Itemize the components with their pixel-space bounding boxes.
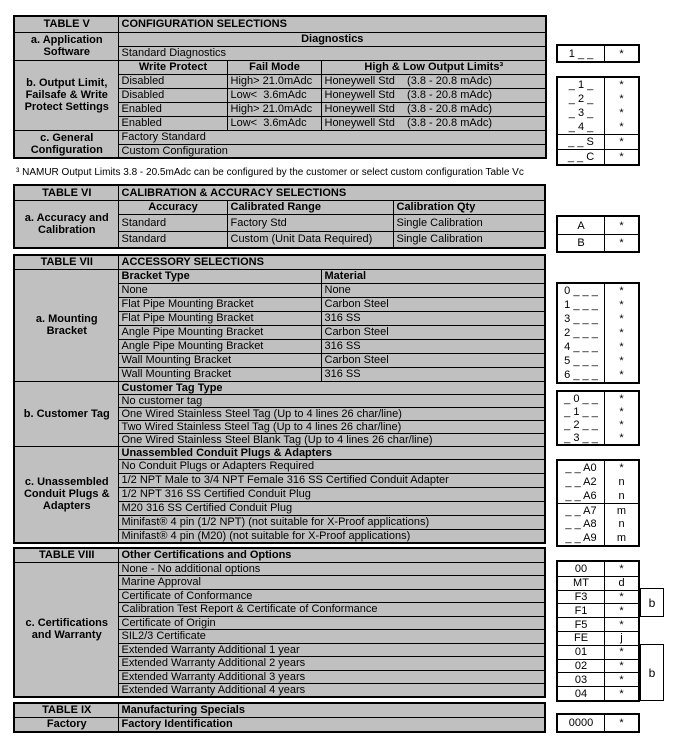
option-cell: Wall Mounting Bracket: [118, 367, 321, 381]
code-cell: _ _ A9: [558, 531, 605, 545]
option-cell: Wall Mounting Bracket: [118, 353, 321, 367]
code-row: [558, 631, 638, 645]
code-cell: _ 3 _ _: [558, 431, 605, 444]
customer-tag-type-header: Customer Tag Type: [118, 381, 545, 394]
diagnostics-header: Diagnostics: [118, 32, 546, 46]
code-cell: 03: [558, 673, 605, 686]
table-ix: [13, 702, 546, 733]
code-cell: F3: [558, 591, 605, 604]
accuracy-column-header: Accuracy: [118, 200, 227, 214]
code-cell: _ 2 _ _: [558, 418, 605, 431]
option-cell: Angle Pipe Mounting Bracket: [118, 339, 321, 353]
table-row: [14, 32, 546, 46]
option-cell: None - No additional options: [118, 562, 545, 576]
table-v-header-row: [14, 16, 546, 32]
code-cell: _ _ A8: [558, 517, 605, 531]
table-v-title: TABLE V: [14, 16, 118, 32]
option-cell: Certificate of Origin: [118, 616, 545, 630]
option-cell: Single Calibration: [393, 214, 545, 231]
table-vi-heading: CALIBRATION & ACCURACY SELECTIONS: [118, 185, 545, 200]
section-c-label: c. Unassembled Conduit Plugs & Adapters: [14, 446, 118, 543]
option-cell: Honeywell Std (3.8 - 20.8 mAdc): [321, 102, 546, 116]
table-row: [14, 60, 546, 74]
code-row: [558, 562, 638, 576]
code-row: [558, 298, 638, 312]
code-cell: 00: [558, 562, 605, 576]
table-v-heading: CONFIGURATION SELECTIONS: [118, 16, 546, 32]
calibrated-range-column-header: Calibrated Range: [227, 200, 393, 214]
table-row: [14, 381, 545, 394]
table-row: [14, 269, 545, 283]
code-row: [558, 106, 638, 120]
table-vii-heading: ACCESSORY SELECTIONS: [118, 255, 545, 269]
code-cell: _ _ C: [558, 150, 605, 164]
option-cell: Factory Std: [227, 214, 393, 231]
availability-mark: *: [619, 327, 624, 339]
option-cell: Standard: [118, 231, 227, 248]
calibration-qty-column-header: Calibration Qty: [393, 200, 545, 214]
availability-mark: *: [619, 405, 624, 418]
table-v-bc-codebox: [556, 76, 640, 166]
code-row: [558, 78, 638, 92]
write-protect-column-header: Write Protect: [118, 60, 227, 74]
code-cell: _ 3 _: [558, 106, 605, 120]
table-ix-title: TABLE IX: [14, 703, 118, 717]
namur-footnote: ³ NAMUR Output Limits 3.8 - 20.5mAdc can be configured by the customer or select custom configuration Table Vc: [16, 167, 524, 178]
availability-mark: d: [618, 577, 625, 590]
code-row: [558, 354, 638, 368]
factory-identification-cell: Factory Identification: [118, 717, 545, 732]
availability-mark: n: [618, 476, 625, 488]
availability-mark: *: [619, 369, 624, 381]
availability-mark: j: [620, 632, 623, 645]
code-cell: B: [558, 235, 605, 251]
option-cell: Standard: [118, 214, 227, 231]
availability-mark: *: [619, 618, 624, 631]
availability-mark: *: [619, 313, 624, 325]
code-row: [558, 312, 638, 326]
option-cell: Standard Diagnostics: [118, 46, 546, 60]
option-cell: Low< 3.6mAdc: [227, 116, 321, 130]
table-ix-heading: Manufacturing Specials: [118, 703, 545, 717]
option-cell: Extended Warranty Additional 4 years: [118, 684, 545, 698]
option-cell: 316 SS: [321, 367, 545, 381]
code-cell: _ _ A6: [558, 489, 605, 503]
table-vi-codebox: [556, 215, 640, 253]
code-row: [558, 46, 638, 61]
option-cell: One Wired Stainless Steel Blank Tag (Up to 4 lines 26 char/line): [118, 433, 545, 446]
option-cell: None: [118, 283, 321, 297]
code-row: [558, 284, 638, 298]
availability-mark: *: [619, 299, 624, 311]
material-column-header: Material: [321, 269, 545, 283]
fail-mode-column-header: Fail Mode: [227, 60, 321, 74]
code-cell: _ _ A7: [558, 504, 605, 517]
code-row: [558, 234, 638, 251]
section-b-label: b. Output Limit, Failsafe & Write Protect Settings: [14, 60, 118, 130]
availability-mark: *: [619, 121, 624, 133]
availability-mark: *: [619, 659, 624, 672]
option-cell: Minifast® 4 pin (1/2 NPT) (not suitable for X-Proof applications): [118, 515, 545, 529]
option-cell: Carbon Steel: [321, 297, 545, 311]
availability-mark: *: [619, 392, 624, 405]
table-v: [13, 15, 547, 159]
availability-mark: *: [619, 219, 624, 232]
table-vii-title: TABLE VII: [14, 255, 118, 269]
option-cell: 316 SS: [321, 339, 545, 353]
table-vi-header-row: [14, 185, 545, 200]
table-row: [14, 130, 546, 144]
output-limits-column-header: High & Low Output Limits³: [321, 60, 546, 74]
code-row: [558, 659, 638, 673]
code-cell: F1: [558, 604, 605, 617]
option-cell: High> 21.0mAdc: [227, 102, 321, 116]
option-cell: Carbon Steel: [321, 353, 545, 367]
option-cell: Honeywell Std (3.8 - 20.8 mAdc): [321, 88, 546, 102]
availability-mark: *: [619, 418, 624, 431]
code-row: [558, 531, 638, 545]
table-viii: [13, 547, 546, 698]
code-row: [558, 418, 638, 431]
option-cell: Enabled: [118, 102, 227, 116]
code-row: [558, 340, 638, 354]
code-cell: 0 _ _ _: [558, 284, 605, 298]
option-cell: Minifast® 4 pin (M20) (not suitable for X-Proof applications): [118, 529, 545, 543]
option-cell: No Conduit Plugs or Adapters Required: [118, 459, 545, 473]
option-cell: Factory Standard: [118, 130, 546, 144]
warranty-group-bracket: [640, 644, 664, 701]
option-cell: Custom Configuration: [118, 144, 546, 158]
option-cell: Honeywell Std (3.8 - 20.8 mAdc): [321, 116, 546, 130]
code-row: [558, 715, 638, 731]
option-cell: M20 316 SS Certified Conduit Plug: [118, 501, 545, 515]
table-viii-heading: Other Certifications and Options: [118, 548, 545, 562]
availability-mark: *: [619, 462, 624, 474]
code-row: [558, 326, 638, 340]
table-vii-b-codebox: [556, 390, 640, 446]
availability-mark: *: [619, 107, 624, 119]
code-row: [558, 217, 638, 234]
availability-mark: *: [619, 604, 624, 617]
code-cell: FE: [558, 632, 605, 645]
option-cell: Flat Pipe Mounting Bracket: [118, 297, 321, 311]
code-row: [558, 672, 638, 686]
code-cell: 02: [558, 660, 605, 673]
code-row: [558, 617, 638, 631]
code-cell: 3 _ _ _: [558, 312, 605, 326]
availability-mark: *: [619, 93, 624, 105]
code-cell: 6 _ _ _: [558, 368, 605, 382]
availability-mark: n: [618, 490, 625, 502]
availability-mark: *: [619, 285, 624, 297]
code-cell: _ _ S: [558, 135, 605, 149]
option-cell: Extended Warranty Additional 3 years: [118, 670, 545, 684]
code-cell: _ 1 _: [558, 78, 605, 92]
code-row: [558, 517, 638, 531]
code-cell: 0000: [558, 715, 605, 731]
code-cell: _ 0 _ _: [558, 392, 605, 405]
code-cell: 5 _ _ _: [558, 354, 605, 368]
code-cell: _ _ A2: [558, 475, 605, 489]
certificates-group-bracket: [640, 588, 664, 617]
group-bracket-label: b: [648, 595, 656, 610]
table-viii-codebox: [556, 560, 640, 702]
table-ix-codebox: [556, 713, 640, 733]
section-a-label: a. Application Software: [14, 32, 118, 60]
code-cell: 04: [558, 687, 605, 700]
option-cell: Two Wired Stainless Steel Tag (Up to 4 lines 26 char/line): [118, 420, 545, 433]
option-cell: Certificate of Conformance: [118, 589, 545, 603]
table-row: [14, 200, 545, 214]
option-cell: 1/2 NPT 316 SS Certified Conduit Plug: [118, 487, 545, 501]
code-row: [558, 461, 638, 475]
option-cell: Flat Pipe Mounting Bracket: [118, 311, 321, 325]
availability-mark: *: [619, 646, 624, 659]
code-cell: _ 2 _: [558, 92, 605, 106]
code-row: [558, 431, 638, 444]
table-row: [14, 717, 545, 732]
option-cell: Honeywell Std (3.8 - 20.8 mAdc): [321, 74, 546, 88]
availability-mark: *: [619, 341, 624, 353]
option-cell: One Wired Stainless Steel Tag (Up to 4 lines 26 char/line): [118, 407, 545, 420]
bracket-type-column-header: Bracket Type: [118, 269, 321, 283]
table-row: [14, 446, 545, 459]
code-cell: A: [558, 217, 605, 234]
availability-mark: *: [619, 237, 624, 249]
code-row: [558, 405, 638, 418]
unassembled-conduit-header: Unassembled Conduit Plugs & Adapters: [118, 446, 545, 459]
option-cell: No customer tag: [118, 394, 545, 407]
factory-label: Factory: [14, 717, 118, 732]
availability-mark: *: [619, 47, 624, 60]
availability-mark: *: [619, 673, 624, 686]
availability-mark: m: [616, 532, 627, 544]
code-row: [558, 489, 638, 503]
availability-mark: n: [618, 518, 625, 530]
code-row: [558, 503, 638, 517]
code-row: [558, 576, 638, 590]
option-cell: Disabled: [118, 74, 227, 88]
option-cell: Low< 3.6mAdc: [227, 88, 321, 102]
code-cell: _ _ A0: [558, 461, 605, 475]
code-row: [558, 368, 638, 382]
table-viii-title: TABLE VIII: [14, 548, 118, 562]
option-cell: Calibration Test Report & Certificate of Conformance: [118, 603, 545, 617]
code-cell: 1 _ _: [558, 46, 605, 61]
availability-mark: *: [619, 79, 624, 91]
code-row: [558, 149, 638, 164]
option-cell: Extended Warranty Additional 2 years: [118, 657, 545, 671]
option-cell: Custom (Unit Data Required): [227, 231, 393, 248]
code-cell: 4 _ _ _: [558, 340, 605, 354]
code-cell: _ 1 _ _: [558, 405, 605, 418]
group-bracket-label: b: [648, 665, 656, 680]
code-row: [558, 603, 638, 617]
code-row: [558, 475, 638, 489]
certifications-warranty-label: c. Certifications and Warranty: [14, 562, 118, 697]
code-cell: _ 4 _: [558, 120, 605, 134]
availability-mark: *: [619, 562, 624, 575]
option-cell: Disabled: [118, 88, 227, 102]
section-b-label: b. Customer Tag: [14, 381, 118, 446]
section-a-label: a. Mounting Bracket: [14, 269, 118, 381]
table-vi-title: TABLE VI: [14, 185, 118, 200]
code-row: [558, 120, 638, 134]
code-row: [558, 392, 638, 405]
code-cell: MT: [558, 577, 605, 590]
table-vi: [13, 184, 546, 249]
option-cell: Marine Approval: [118, 576, 545, 590]
table-ix-header-row: [14, 703, 545, 717]
code-row: [558, 590, 638, 604]
option-cell: SIL2/3 Certificate: [118, 630, 545, 644]
option-cell: Single Calibration: [393, 231, 545, 248]
option-cell: 316 SS: [321, 311, 545, 325]
availability-mark: *: [619, 590, 624, 603]
availability-mark: *: [619, 717, 624, 729]
availability-mark: *: [619, 136, 624, 148]
table-vii-header-row: [14, 255, 545, 269]
availability-mark: m: [616, 504, 627, 517]
option-cell: Enabled: [118, 116, 227, 130]
code-row: [558, 686, 638, 700]
section-a-label: a. Accuracy and Calibration: [14, 200, 118, 248]
code-cell: 2 _ _ _: [558, 326, 605, 340]
option-cell: High> 21.0mAdc: [227, 74, 321, 88]
availability-mark: *: [619, 431, 624, 444]
availability-mark: *: [619, 151, 624, 163]
table-v-a-codebox: [556, 44, 640, 63]
code-cell: 1 _ _ _: [558, 298, 605, 312]
code-cell: F5: [558, 618, 605, 631]
section-c-label: c. General Configuration: [14, 130, 118, 158]
option-cell: Angle Pipe Mounting Bracket: [118, 325, 321, 339]
availability-mark: *: [619, 355, 624, 367]
code-row: [558, 645, 638, 659]
option-cell: None: [321, 283, 545, 297]
code-row: [558, 92, 638, 106]
table-viii-header-row: [14, 548, 545, 562]
table-vii-a-codebox: [556, 282, 640, 384]
availability-mark: *: [619, 687, 624, 700]
table-vii: [13, 254, 546, 544]
option-cell: Carbon Steel: [321, 325, 545, 339]
table-vii-c-codebox: [556, 459, 640, 547]
code-row: [558, 134, 638, 149]
code-cell: 01: [558, 646, 605, 659]
table-row: [14, 562, 545, 576]
option-cell: 1/2 NPT Male to 3/4 NPT Female 316 SS Certified Conduit Adapter: [118, 473, 545, 487]
option-cell: Extended Warranty Additional 1 year: [118, 643, 545, 657]
